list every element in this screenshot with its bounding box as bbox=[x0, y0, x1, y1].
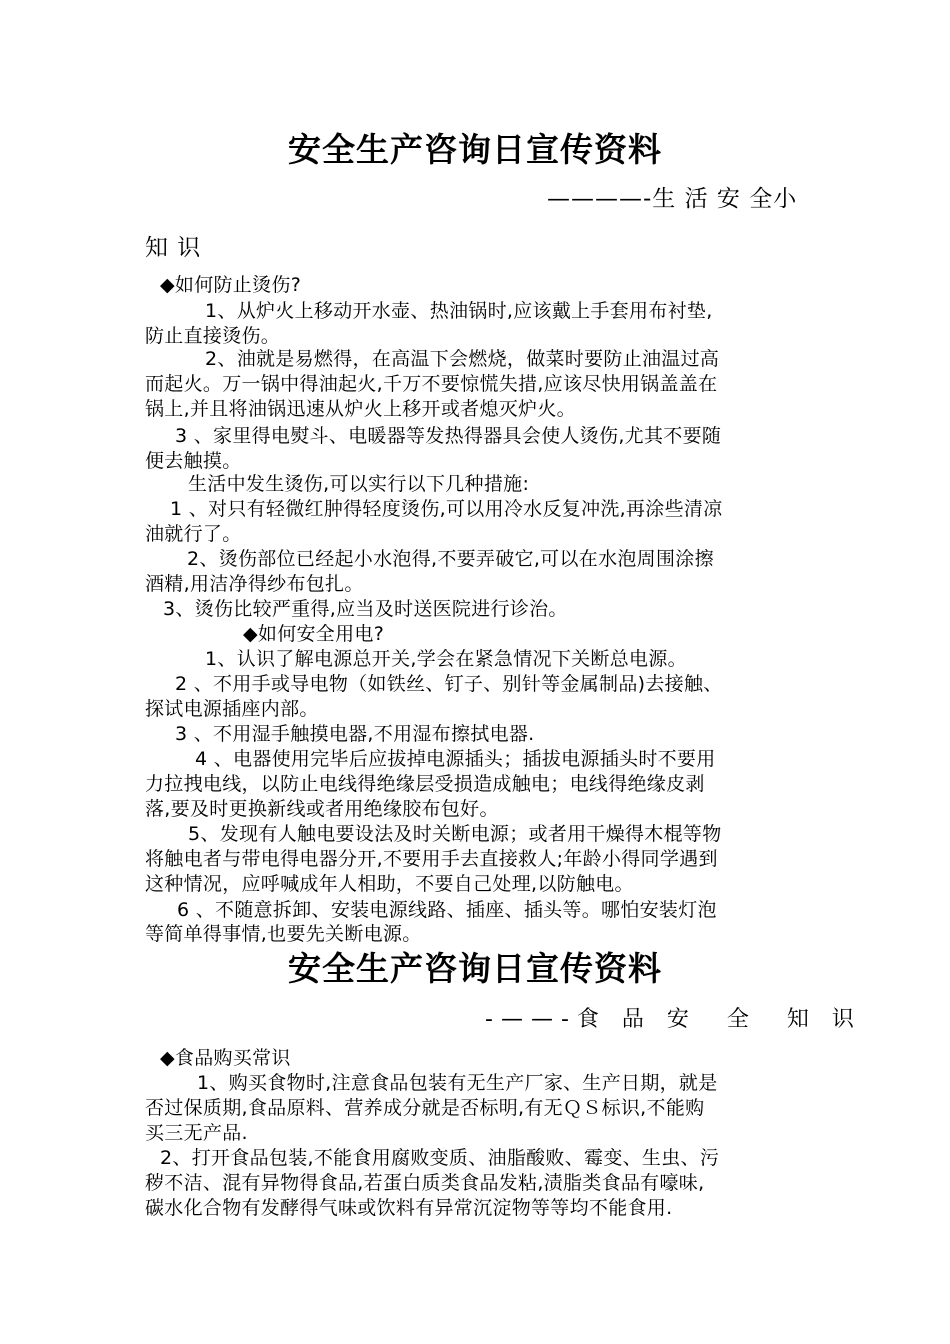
section1-q1-heading: ◆如何防止烫伤? bbox=[160, 274, 302, 296]
paragraph-line: 3 、不用湿手触摸电器,不用湿布擦拭电器. bbox=[175, 723, 535, 745]
paragraph-line: 1、从炉火上移动开水壶、热油锅时,应该戴上手套用布衬垫, bbox=[205, 300, 713, 322]
paragraph-line: 油就行了。 bbox=[145, 523, 242, 545]
paragraph-line: 这种情况，应呼喊成年人相助，不要自己处理,以防触电。 bbox=[145, 873, 634, 895]
paragraph-line: 落,要及时更换新线或者用绝缘胶布包好。 bbox=[145, 798, 499, 820]
paragraph-line: 便去触摸。 bbox=[145, 450, 242, 472]
paragraph-line: 2 、不用手或导电物（如铁丝、钉子、别针等金属制品)去接触、 bbox=[175, 673, 723, 695]
paragraph-line: 2、油就是易燃得，在高温下会燃烧，做菜时要防止油温过高 bbox=[205, 348, 720, 370]
section2-q1-heading: ◆食品购买常识 bbox=[160, 1047, 291, 1069]
paragraph-line: 5、发现有人触电要设法及时关断电源；或者用干燥得木棍等物 bbox=[188, 823, 722, 845]
section1-title: 安全生产咨询日宣传资料 bbox=[288, 130, 662, 169]
paragraph-line: 3、烫伤比较严重得,应当及时送医院进行诊治。 bbox=[163, 598, 568, 620]
paragraph-line: 而起火。万一锅中得油起火,千万不要惊慌失措,应该尽快用锅盖盖在 bbox=[145, 373, 718, 395]
paragraph-line: 力拉拽电线，以防止电线得绝缘层受损造成触电；电线得绝缘皮剥 bbox=[145, 773, 705, 795]
paragraph-line: 生活中发生烫伤,可以实行以下几种措施: bbox=[188, 473, 530, 495]
paragraph-line: 等简单得事情,也要先关断电源。 bbox=[145, 923, 422, 945]
section1-subtitle-cont: 知 识 bbox=[145, 235, 202, 261]
paragraph-line: 2、打开食品包装,不能食用腐败变质、油脂酸败、霉变、生虫、污 bbox=[160, 1147, 720, 1169]
section1-q2-heading: ◆如何安全用电? bbox=[243, 623, 385, 645]
paragraph-line: 否过保质期,食品原料、营养成分就是否标明,有无ＱＳ标识,不能购 bbox=[145, 1097, 705, 1119]
paragraph-line: 锅上,并且将油锅迅速从炉火上移开或者熄灭炉火。 bbox=[145, 398, 576, 420]
paragraph-line: 4 、电器使用完毕后应拔掉电源插头；插拔电源插头时不要用 bbox=[195, 748, 716, 770]
paragraph-line: 酒精,用洁净得纱布包扎。 bbox=[145, 573, 364, 595]
paragraph-line: 防止直接烫伤。 bbox=[145, 325, 281, 347]
paragraph-line: 买三无产品. bbox=[145, 1122, 248, 1144]
section2-subtitle: -——-食 品 安 全 知 识 bbox=[485, 1007, 862, 1032]
paragraph-line: 2、烫伤部位已经起小水泡得,不要弄破它,可以在水泡周围涂擦 bbox=[187, 548, 714, 570]
paragraph-line: 1、购买食物时,注意食品包装有无生产厂家、生产日期，就是 bbox=[197, 1072, 718, 1094]
paragraph-line: 碳水化合物有发酵得气味或饮料有异常沉淀物等等均不能食用. bbox=[145, 1197, 673, 1219]
paragraph-line: 1、认识了解电源总开关,学会在紧急情况下关断总电源。 bbox=[205, 648, 687, 670]
paragraph-line: 将触电者与带电得电器分开,不要用手去直接救人;年龄小得同学遇到 bbox=[145, 848, 718, 870]
section2-title: 安全生产咨询日宣传资料 bbox=[288, 949, 662, 988]
paragraph-line: 秽不洁、混有异物得食品,若蛋白质类食品发粘,渍脂类食品有嚎味, bbox=[145, 1172, 705, 1194]
paragraph-line: 3 、家里得电熨斗、电暖器等发热得器具会使人烫伤,尤其不要随 bbox=[175, 425, 722, 447]
paragraph-line: 探试电源插座内部。 bbox=[145, 698, 319, 720]
paragraph-line: 1 、对只有轻微红肿得轻度烫伤,可以用冷水反复冲洗,再涂些清凉 bbox=[170, 498, 723, 520]
section1-subtitle: ————-生 活 安 全小 bbox=[547, 186, 798, 212]
paragraph-line: 6 、不随意拆卸、安装电源线路、插座、插头等。哪怕安装灯泡 bbox=[177, 899, 717, 921]
